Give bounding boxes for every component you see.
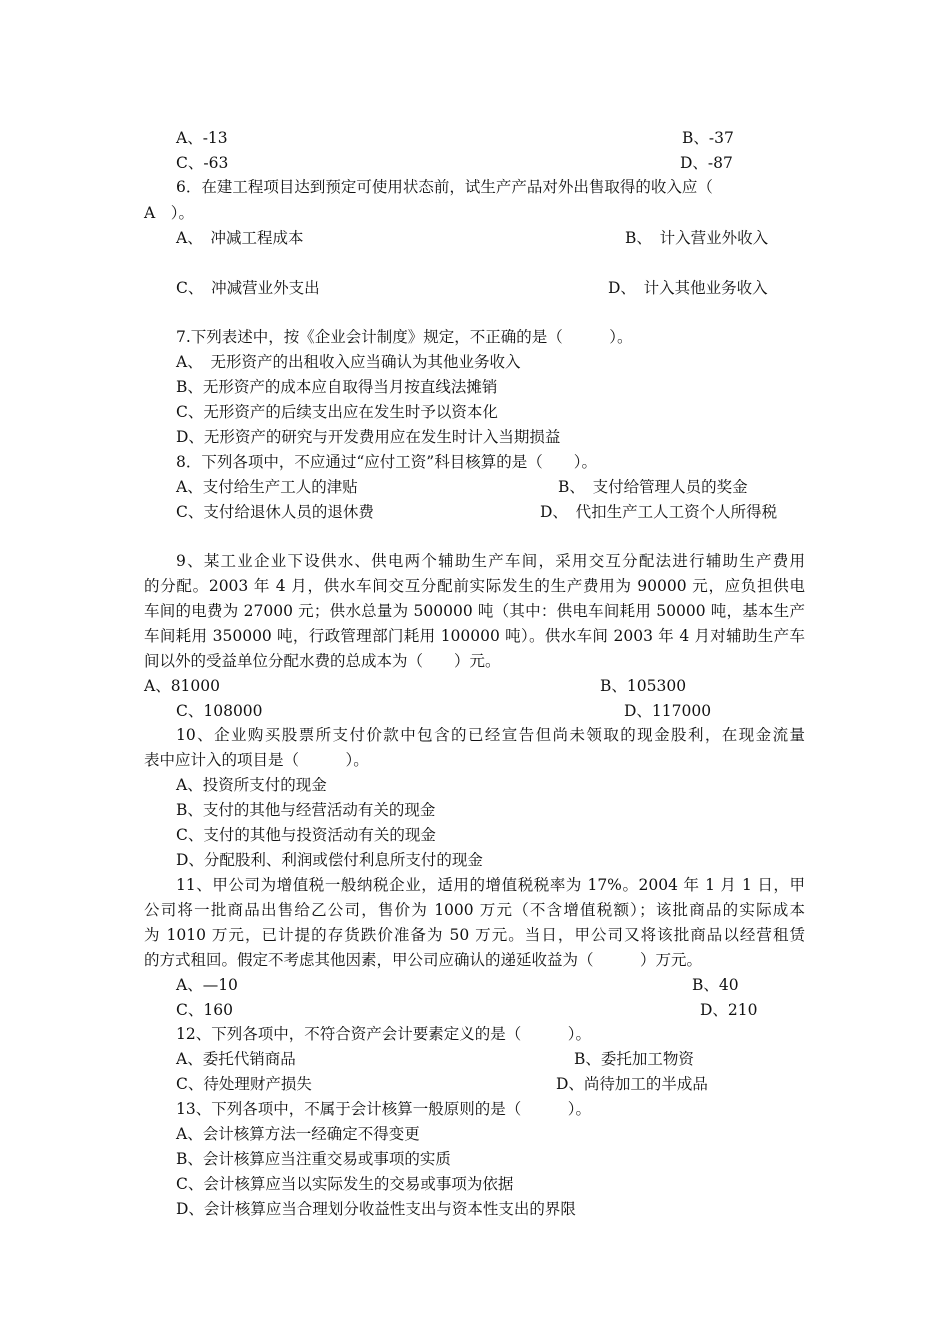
q12-stem: 12、下列各项中，不符合资产会计要素定义的是（ ）。 bbox=[176, 1025, 591, 1043]
q10-stem-line2: 表中应计入的项目是（ ）。 bbox=[144, 751, 369, 769]
q9-option-b: B、105300 bbox=[600, 677, 687, 695]
q6-option-d: D、 计入其他业务收入 bbox=[608, 279, 768, 297]
q5-option-b: B、-37 bbox=[682, 129, 734, 147]
q8-option-a: A、支付给生产工人的津贴 bbox=[176, 478, 358, 496]
q7-option-a: A、 无形资产的出租收入应当确认为其他业务收入 bbox=[176, 353, 521, 371]
q9-option-c: C、108000 bbox=[176, 702, 263, 720]
q5-option-a: A、-13 bbox=[176, 129, 228, 147]
q8-stem: 8．下列各项中，不应通过“应付工资”科目核算的是（ ）。 bbox=[176, 453, 597, 471]
q11-stem-line4: 的方式租回。假定不考虑其他因素，甲公司应确认的递延收益为（ ）万元。 bbox=[144, 951, 703, 969]
q7-option-d: D、无形资产的研究与开发费用应在发生时计入当期损益 bbox=[176, 428, 561, 446]
q11-stem-line3: 为 1010 万元，已计提的存货跌价准备为 50 万元。当日，甲公司又将该批商品以经营租赁 bbox=[144, 926, 805, 944]
q11-option-a: A、—10 bbox=[176, 976, 238, 994]
q10-stem-line1: 10、企业购买股票所支付价款中包含的已经宣告但尚未领取的现金股利，在现金流量 bbox=[176, 726, 805, 744]
q7-option-b: B、无形资产的成本应自取得当月按直线法摊销 bbox=[176, 378, 498, 396]
q12-option-a: A、委托代销商品 bbox=[176, 1050, 296, 1068]
q7-stem: 7.下列表述中，按《企业会计制度》规定，不正确的是（ ）。 bbox=[176, 328, 633, 346]
q12-option-b: B、委托加工物资 bbox=[574, 1050, 694, 1068]
q9-option-d: D、117000 bbox=[624, 702, 712, 720]
q10-option-b: B、支付的其他与经营活动有关的现金 bbox=[176, 801, 436, 819]
q10-option-c: C、支付的其他与投资活动有关的现金 bbox=[176, 826, 436, 844]
q12-option-d: D、尚待加工的半成品 bbox=[556, 1075, 708, 1093]
q11-option-b: B、40 bbox=[692, 976, 739, 994]
q11-stem-line1: 11、甲公司为增值税一般纳税企业，适用的增值税税率为 17%。2004 年 1 月 1 日，甲 bbox=[176, 876, 805, 894]
q5-option-c: C、-63 bbox=[176, 154, 229, 172]
q9-stem-line5: 间以外的受益单位分配水费的总成本为（ ）元。 bbox=[144, 652, 501, 670]
q5-option-d: D、-87 bbox=[680, 154, 733, 172]
q11-option-d: D、210 bbox=[700, 1001, 758, 1019]
q11-option-c: C、160 bbox=[176, 1001, 233, 1019]
q9-stem-line2: 的分配。2003 年 4 月，供水车间交互分配前实际发生的生产费用为 90000 元，应负担供电 bbox=[144, 577, 805, 595]
q8-option-d: D、 代扣生产工人工资个人所得税 bbox=[540, 503, 778, 521]
q13-option-d: D、会计核算应当合理划分收益性支出与资本性支出的界限 bbox=[176, 1200, 576, 1218]
q13-option-b: B、会计核算应当注重交易或事项的实质 bbox=[176, 1150, 451, 1168]
q6-option-a: A、 冲减工程成本 bbox=[176, 229, 304, 247]
q8-option-b: B、 支付给管理人员的奖金 bbox=[558, 478, 748, 496]
q10-option-d: D、分配股利、利润或偿付利息所支付的现金 bbox=[176, 851, 483, 869]
q6-option-b: B、 计入营业外收入 bbox=[625, 229, 769, 247]
q9-stem-line4: 车间耗用 350000 吨，行政管理部门耗用 100000 吨）。供水车间 2003 年 4 月对辅助生产车 bbox=[144, 627, 805, 645]
q10-option-a: A、投资所支付的现金 bbox=[176, 776, 327, 794]
q8-option-c: C、支付给退休人员的退休费 bbox=[176, 503, 374, 521]
q9-stem-line3: 车间的电费为 27000 元；供水总量为 500000 吨（其中：供电车间耗用 50000 吨，基本生产 bbox=[144, 602, 805, 620]
q11-stem-line2: 公司将一批商品出售给乙公司，售价为 1000 万元（不含增值税额）；该批商品的实际成本 bbox=[144, 901, 805, 919]
q9-stem-line1: 9、某工业企业下设供水、供电两个辅助生产车间，采用交互分配法进行辅助生产费用 bbox=[176, 552, 805, 570]
q13-option-c: C、会计核算应当以实际发生的交易或事项为依据 bbox=[176, 1175, 514, 1193]
q9-option-a: A、81000 bbox=[144, 677, 221, 695]
q6-option-c: C、 冲减营业外支出 bbox=[176, 279, 320, 297]
q13-stem: 13、下列各项中，不属于会计核算一般原则的是（ ）。 bbox=[176, 1100, 591, 1118]
q12-option-c: C、待处理财产损失 bbox=[176, 1075, 312, 1093]
q6-stem-line1: 6．在建工程项目达到预定可使用状态前，试生产产品对外出售取得的收入应（ bbox=[176, 178, 713, 196]
q7-option-c: C、无形资产的后续支出应在发生时予以资本化 bbox=[176, 403, 498, 421]
q13-option-a: A、会计核算方法一经确定不得变更 bbox=[176, 1125, 420, 1143]
q6-stem-line2: A ）。 bbox=[144, 204, 194, 222]
